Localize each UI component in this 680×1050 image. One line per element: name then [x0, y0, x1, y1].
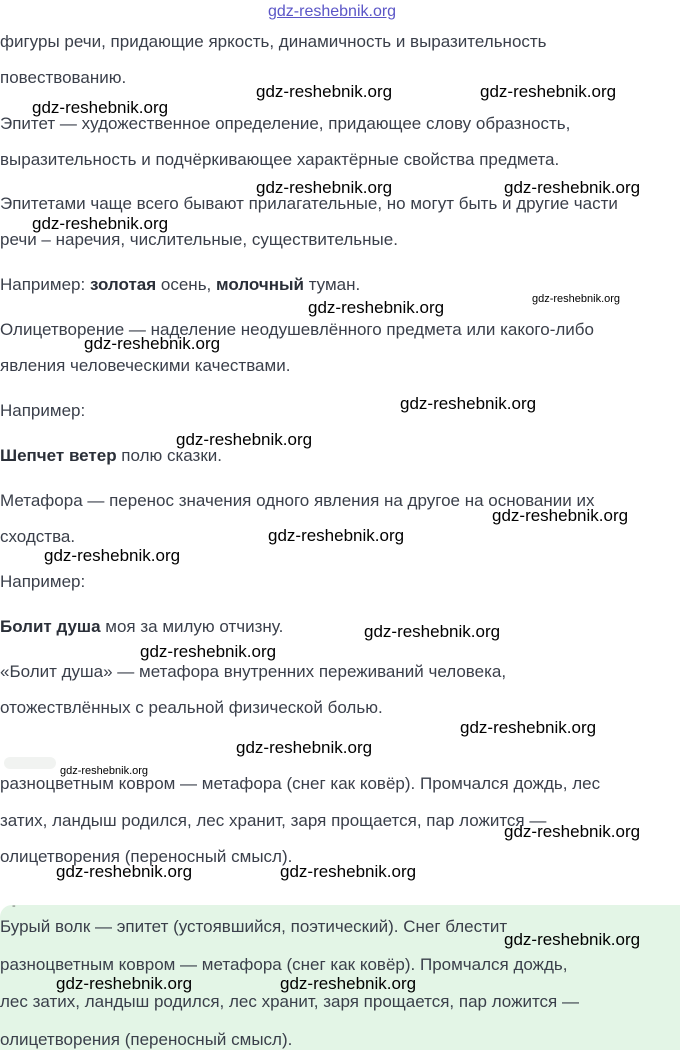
bold-word: молочный: [216, 275, 304, 294]
watermark: gdz-reshebnik.org: [56, 974, 193, 993]
watermark: gdz-reshebnik.org: [236, 738, 373, 757]
watermark: gdz-reshebnik.org: [532, 293, 621, 305]
watermark: gdz-reshebnik.org: [32, 98, 169, 117]
watermark: gdz-reshebnik.org: [400, 394, 537, 413]
watermark: gdz-reshebnik.org: [480, 82, 617, 101]
text-line: повествованию.: [0, 68, 127, 87]
text-line: сходства.: [0, 527, 76, 546]
text-fragment: моя за милую отчизну.: [100, 617, 284, 636]
text-line: олицетворения (переносный смысл).: [0, 847, 293, 866]
text-line: Олицетворение — наделение неодушевлённого предмета или какого-либо: [0, 320, 594, 339]
bold-word: золотая: [89, 275, 157, 294]
watermark: gdz-reshebnik.org: [364, 622, 501, 641]
watermark: gdz-reshebnik.org: [56, 862, 193, 881]
text-line: разноцветным ковром — метафора (снег как ковёр). Промчался дождь, лес: [0, 774, 601, 793]
answer-line: олицетворения (переносный смысл).: [0, 1030, 293, 1049]
text-line-example: [0, 275, 360, 295]
text-line: «Болит душа» — метафора внутренних переживаний человека,: [0, 662, 507, 681]
text-fragment: осень,: [156, 275, 216, 294]
watermark: gdz-reshebnik.org: [268, 526, 405, 545]
answer-line: разноцветным ковром — метафора (снег как ковёр). Промчался дождь,: [0, 955, 568, 974]
watermark: gdz-reshebnik.org: [504, 930, 641, 949]
watermark: gdz-reshebnik.org: [176, 430, 313, 449]
text-line: выразительность и подчёркивающее характёрные свойства предмета.: [0, 150, 560, 169]
text-fragment: туман.: [303, 275, 361, 294]
watermark: gdz-reshebnik.org: [504, 822, 641, 841]
text-line: Эпитетами чаще всего бывают прилагательные, но могут быть и другие части: [0, 194, 618, 213]
watermark: gdz-reshebnik.org: [280, 974, 417, 993]
answer-line: Бурый волк — эпитет (устоявшийся, поэтический). Снег блестит: [0, 917, 508, 936]
faint-bubble: [4, 757, 56, 769]
watermark: gdz-reshebnik.org: [256, 178, 393, 197]
text-fragment: Например:: [0, 275, 90, 294]
text-fragment: полю сказки.: [116, 446, 223, 465]
text-line: Эпитет — художественное определение, придающее слову образность,: [0, 114, 571, 133]
watermark: gdz-reshebnik.org: [32, 214, 169, 233]
answer-line: лес затих, ландыш родился, лес хранит, заря прощается, пар ложится —: [0, 992, 579, 1011]
watermark: gdz-reshebnik.org: [460, 718, 597, 737]
text-line-example: [0, 617, 283, 637]
watermark: gdz-reshebnik.org: [492, 506, 629, 525]
watermark: gdz-reshebnik.org: [60, 765, 149, 777]
watermark: gdz-reshebnik.org: [504, 178, 641, 197]
watermark: gdz-reshebnik.org: [140, 642, 277, 661]
text-line: отожествлённых с реальной физической болью.: [0, 698, 383, 717]
answer-marker: -: [12, 900, 16, 912]
bold-phrase: Болит душа: [0, 617, 101, 636]
watermark: gdz-reshebnik.org: [44, 546, 181, 565]
text-line: речи – наречия, числительные, существительные.: [0, 230, 398, 249]
bold-phrase: Шепчет ветер: [0, 446, 117, 465]
text-line: Метафора — перенос значения одного явления на другое на основании их: [0, 491, 595, 510]
text-line: затих, ландыш родился, лес хранит, заря прощается, пар ложится —: [0, 811, 547, 830]
watermark: gdz-reshebnik.org: [256, 82, 393, 101]
text-line: Например:: [0, 572, 86, 591]
watermark: gdz-reshebnik.org: [280, 862, 417, 881]
text-line: фигуры речи, придающие яркость, динамичность и выразительность: [0, 32, 547, 51]
watermark-link[interactable]: gdz-reshebnik.org: [268, 3, 397, 20]
watermark: gdz-reshebnik.org: [308, 298, 445, 317]
watermark: gdz-reshebnik.org: [84, 334, 221, 353]
text-line: явления человеческими качествами.: [0, 356, 291, 375]
text-line: Например:: [0, 401, 86, 420]
